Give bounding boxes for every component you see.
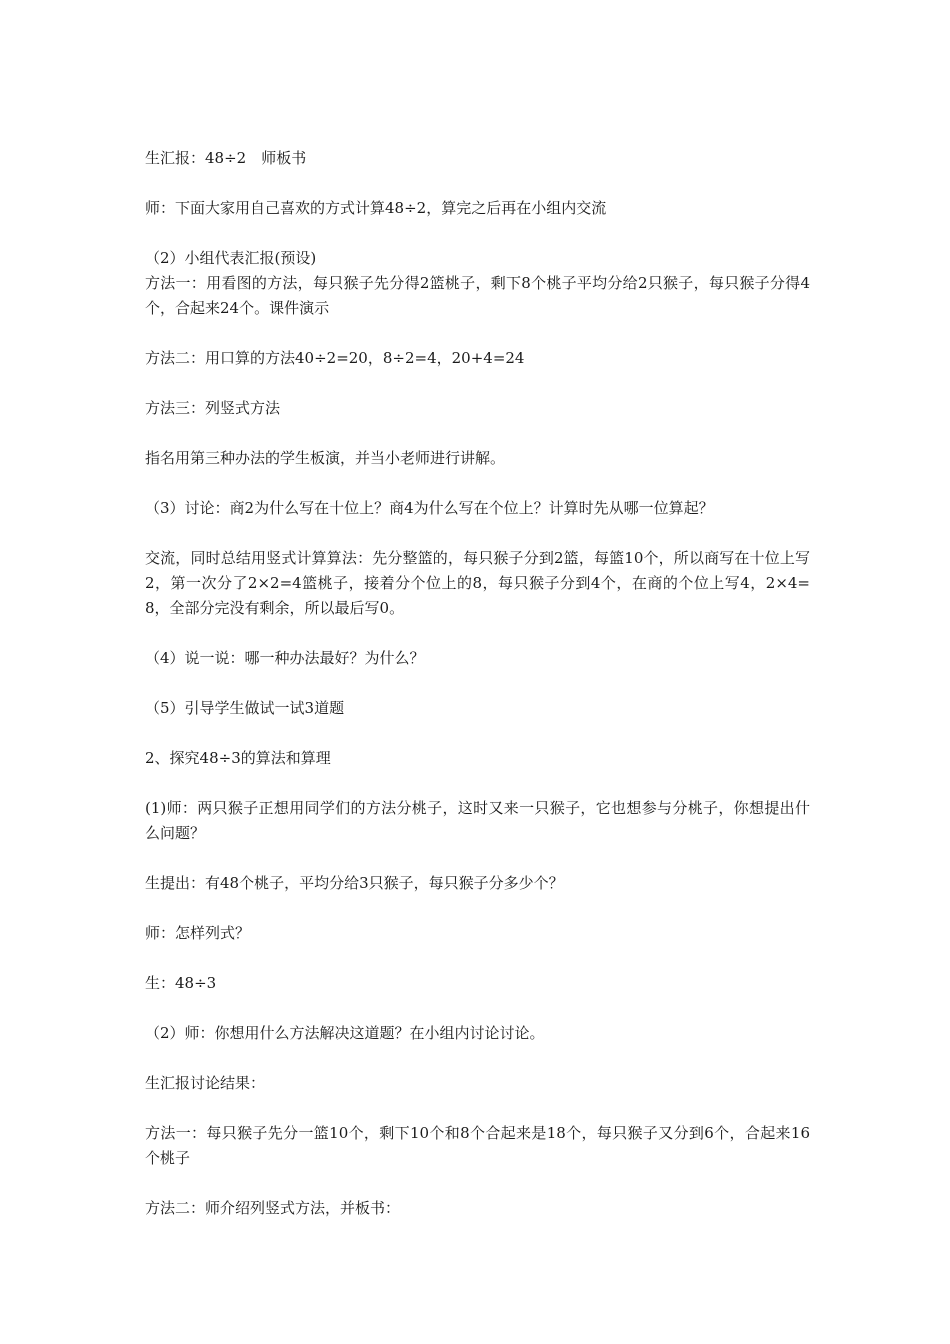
paragraph-report-48-div-2: 生汇报：48÷2 师板书 xyxy=(145,149,307,167)
paragraph-discussion-results: 生汇报讨论结果： xyxy=(145,1074,266,1092)
paragraph-how-to-write: 师：怎样列式？ xyxy=(145,924,251,942)
paragraph-method-two: 方法二：用口算的方法40÷2=20，8÷2=4，20+4=24 xyxy=(145,349,525,367)
paragraph-method-one: 方法一：用看图的方法，每只猴子先分得2篮桃子，剩下8个桃子平均分给2只猴子，每只猴子分得4个，合起来24个。课件演示 xyxy=(145,274,810,317)
paragraph-group-report-heading: （2）小组代表汇报(预设) xyxy=(145,249,317,267)
paragraph-discussion: （3）讨论：商2为什么写在十位上？商4为什么写在个位上？计算时先从哪一位算起？ xyxy=(145,499,714,517)
paragraph-student-48-div-3: 生：48÷3 xyxy=(145,974,217,992)
paragraph-teacher-instruction: 师：下面大家用自己喜欢的方式计算48÷2，算完之后再在小组内交流 xyxy=(145,199,607,217)
paragraph-student-question: 生提出：有48个桃子，平均分给3只猴子，每只猴子分多少个？ xyxy=(145,874,564,892)
paragraph-try-exercises: （5）引导学生做试一试3道题 xyxy=(145,699,345,717)
paragraph-method-two-vertical: 方法二：师介绍列竖式方法，并板书： xyxy=(145,1199,401,1217)
paragraph-method-question: （2）师：你想用什么方法解决这道题？在小组内讨论讨论。 xyxy=(145,1024,545,1042)
paragraph-section-48-div-3: 2、探究48÷3的算法和算理 xyxy=(145,749,331,767)
paragraph-method-one-48-div-3: 方法一：每只猴子先分一篮10个，剩下10个和8个合起来是18个，每只猴子又分到6个，合起来16个桃子 xyxy=(145,1124,810,1167)
paragraph-method-three: 方法三：列竖式方法 xyxy=(145,399,281,417)
paragraph-summary: 交流，同时总结用竖式计算算法：先分整篮的，每只猴子分到2篮，每篮10个，所以商写在十位上写2，第一次分了2×2=4篮桃子，接着分个位上的8，每只猴子分到4个，在商的个位上写4，2×4=8，全部分完没有剩余，所以最后写0。 xyxy=(145,549,810,617)
paragraph-say-which-best: （4）说一说：哪一种办法最好？为什么？ xyxy=(145,649,425,667)
paragraph-board-demo: 指名用第三种办法的学生板演，并当小老师进行讲解。 xyxy=(145,449,506,467)
paragraph-third-monkey: (1)师：两只猴子正想用同学们的方法分桃子，这时又来一只猴子，它也想参与分桃子，你想提出什么问题？ xyxy=(145,799,810,842)
